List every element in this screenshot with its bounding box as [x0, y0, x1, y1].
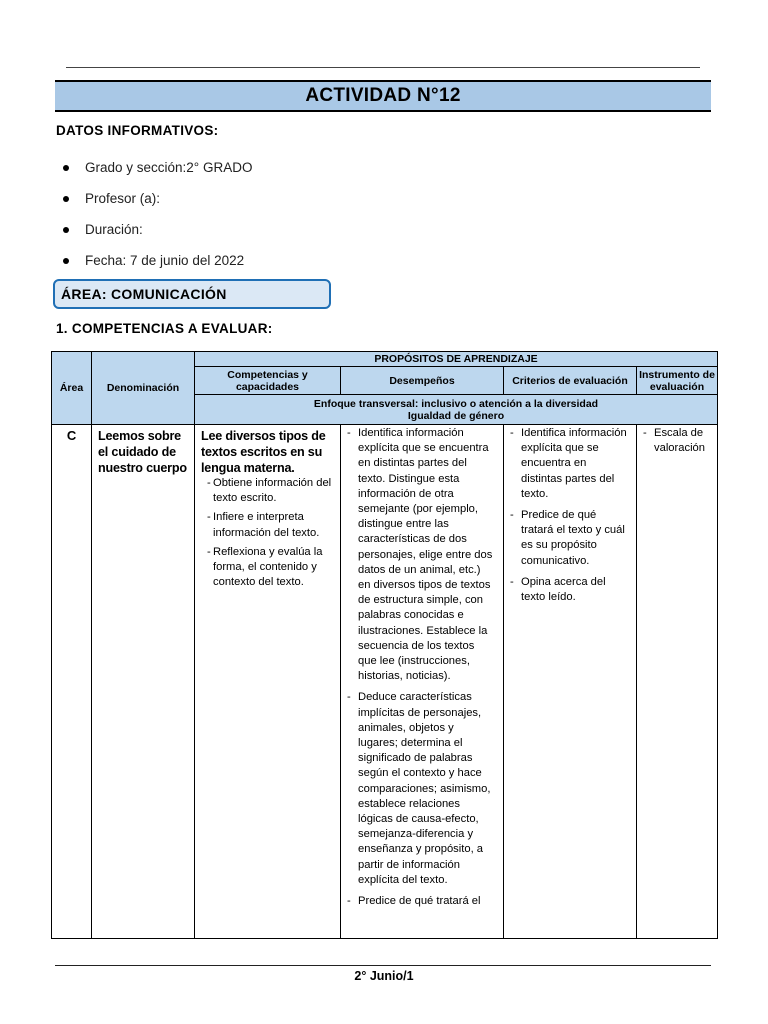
cell-area: C — [52, 425, 92, 939]
competencia-title: Lee diversos tipos de textos escritos en su lengua materna. — [201, 429, 326, 475]
list-item: - Reflexiona y evalúa la forma, el contenido y contexto del texto. — [201, 545, 336, 591]
competencias-table — [51, 351, 718, 939]
cell-denominacion: Leemos sobre el cuidado de nuestro cuerpo — [92, 425, 195, 939]
area-label: ÁREA: COMUNICACIÓN — [53, 279, 331, 309]
list-item: Duración: — [60, 214, 252, 245]
page-footer: 2° Junio/1 — [354, 969, 414, 983]
enfoque-line-1: Enfoque transversal: inclusivo o atención a la diversidad — [313, 397, 599, 410]
header-criterios: Criterios de evaluación — [504, 367, 637, 395]
footer-rule — [55, 965, 711, 966]
list-item: - Identifica información explícita que se encuentra en distintas partes del texto. — [504, 426, 630, 502]
header-desempenos: Desempeños — [341, 367, 504, 395]
header-instrumento: Instrumento de evaluación — [637, 367, 718, 395]
header-propositos: PROPÓSITOS DE APRENDIZAJE — [195, 352, 718, 367]
criterios-list — [504, 426, 630, 605]
list-item: - Obtiene información del texto escrito. — [201, 476, 336, 506]
list-item: - Opina acerca del texto leído. — [504, 575, 630, 605]
capacidades-list — [201, 476, 336, 590]
bullet-icon — [63, 196, 69, 202]
datos-heading: DATOS INFORMATIVOS: — [56, 123, 219, 138]
list-item: Grado y sección:2° GRADO — [60, 152, 252, 183]
desempenos-list — [341, 426, 495, 909]
top-rule — [66, 67, 700, 68]
bullet-icon — [63, 227, 69, 233]
bullet-icon — [63, 258, 69, 264]
header-area: Área — [52, 352, 92, 425]
cell-criterios — [504, 425, 637, 939]
list-item: - Predice de qué tratará el — [341, 894, 495, 909]
header-enfoque — [195, 395, 718, 425]
list-item: - Identifica información explícita que se encuentra en distintas partes del texto. Distingue esta información de otra semejante (por ejemplo, distingue entre las características de dos personajes, elige entre dos datos de un animal, etc.) en diversos tipos de textos de estructura simple, con palabras conocidas e ilustraciones. Establece la secuencia de los textos que lee (instrucciones, historias, noticias). — [341, 426, 495, 684]
enfoque-line-2: Igualdad de género — [407, 409, 505, 422]
datos-list — [60, 152, 252, 276]
list-item: - Infiere e interpreta información del texto. — [201, 510, 336, 540]
cell-instrumento — [637, 425, 718, 939]
list-item: Fecha: 7 de junio del 2022 — [60, 245, 252, 276]
list-item: Profesor (a): — [60, 183, 252, 214]
activity-title: ACTIVIDAD N°12 — [55, 80, 711, 112]
cell-desempenos — [341, 425, 504, 939]
bullet-icon — [63, 165, 69, 171]
competencias-heading: 1. COMPETENCIAS A EVALUAR: — [56, 321, 273, 336]
cell-competencias — [195, 425, 341, 939]
list-item: - Escala de valoración — [637, 426, 713, 456]
header-competencias: Competencias y capacidades — [195, 367, 341, 395]
list-item: - Deduce características implícitas de personajes, animales, objetos y lugares; determina el significado de palabras según el contexto y hace comparaciones; asimismo, establece relaciones lógicas de causa-efecto, semejanza-diferencia y enseñanza y propósito, a partir de información explícita del texto. — [341, 690, 495, 888]
header-denominacion: Denominación — [92, 352, 195, 425]
instrumento-list — [637, 426, 713, 456]
list-item: - Predice de qué tratará el texto y cuál es su propósito comunicativo. — [504, 508, 630, 569]
